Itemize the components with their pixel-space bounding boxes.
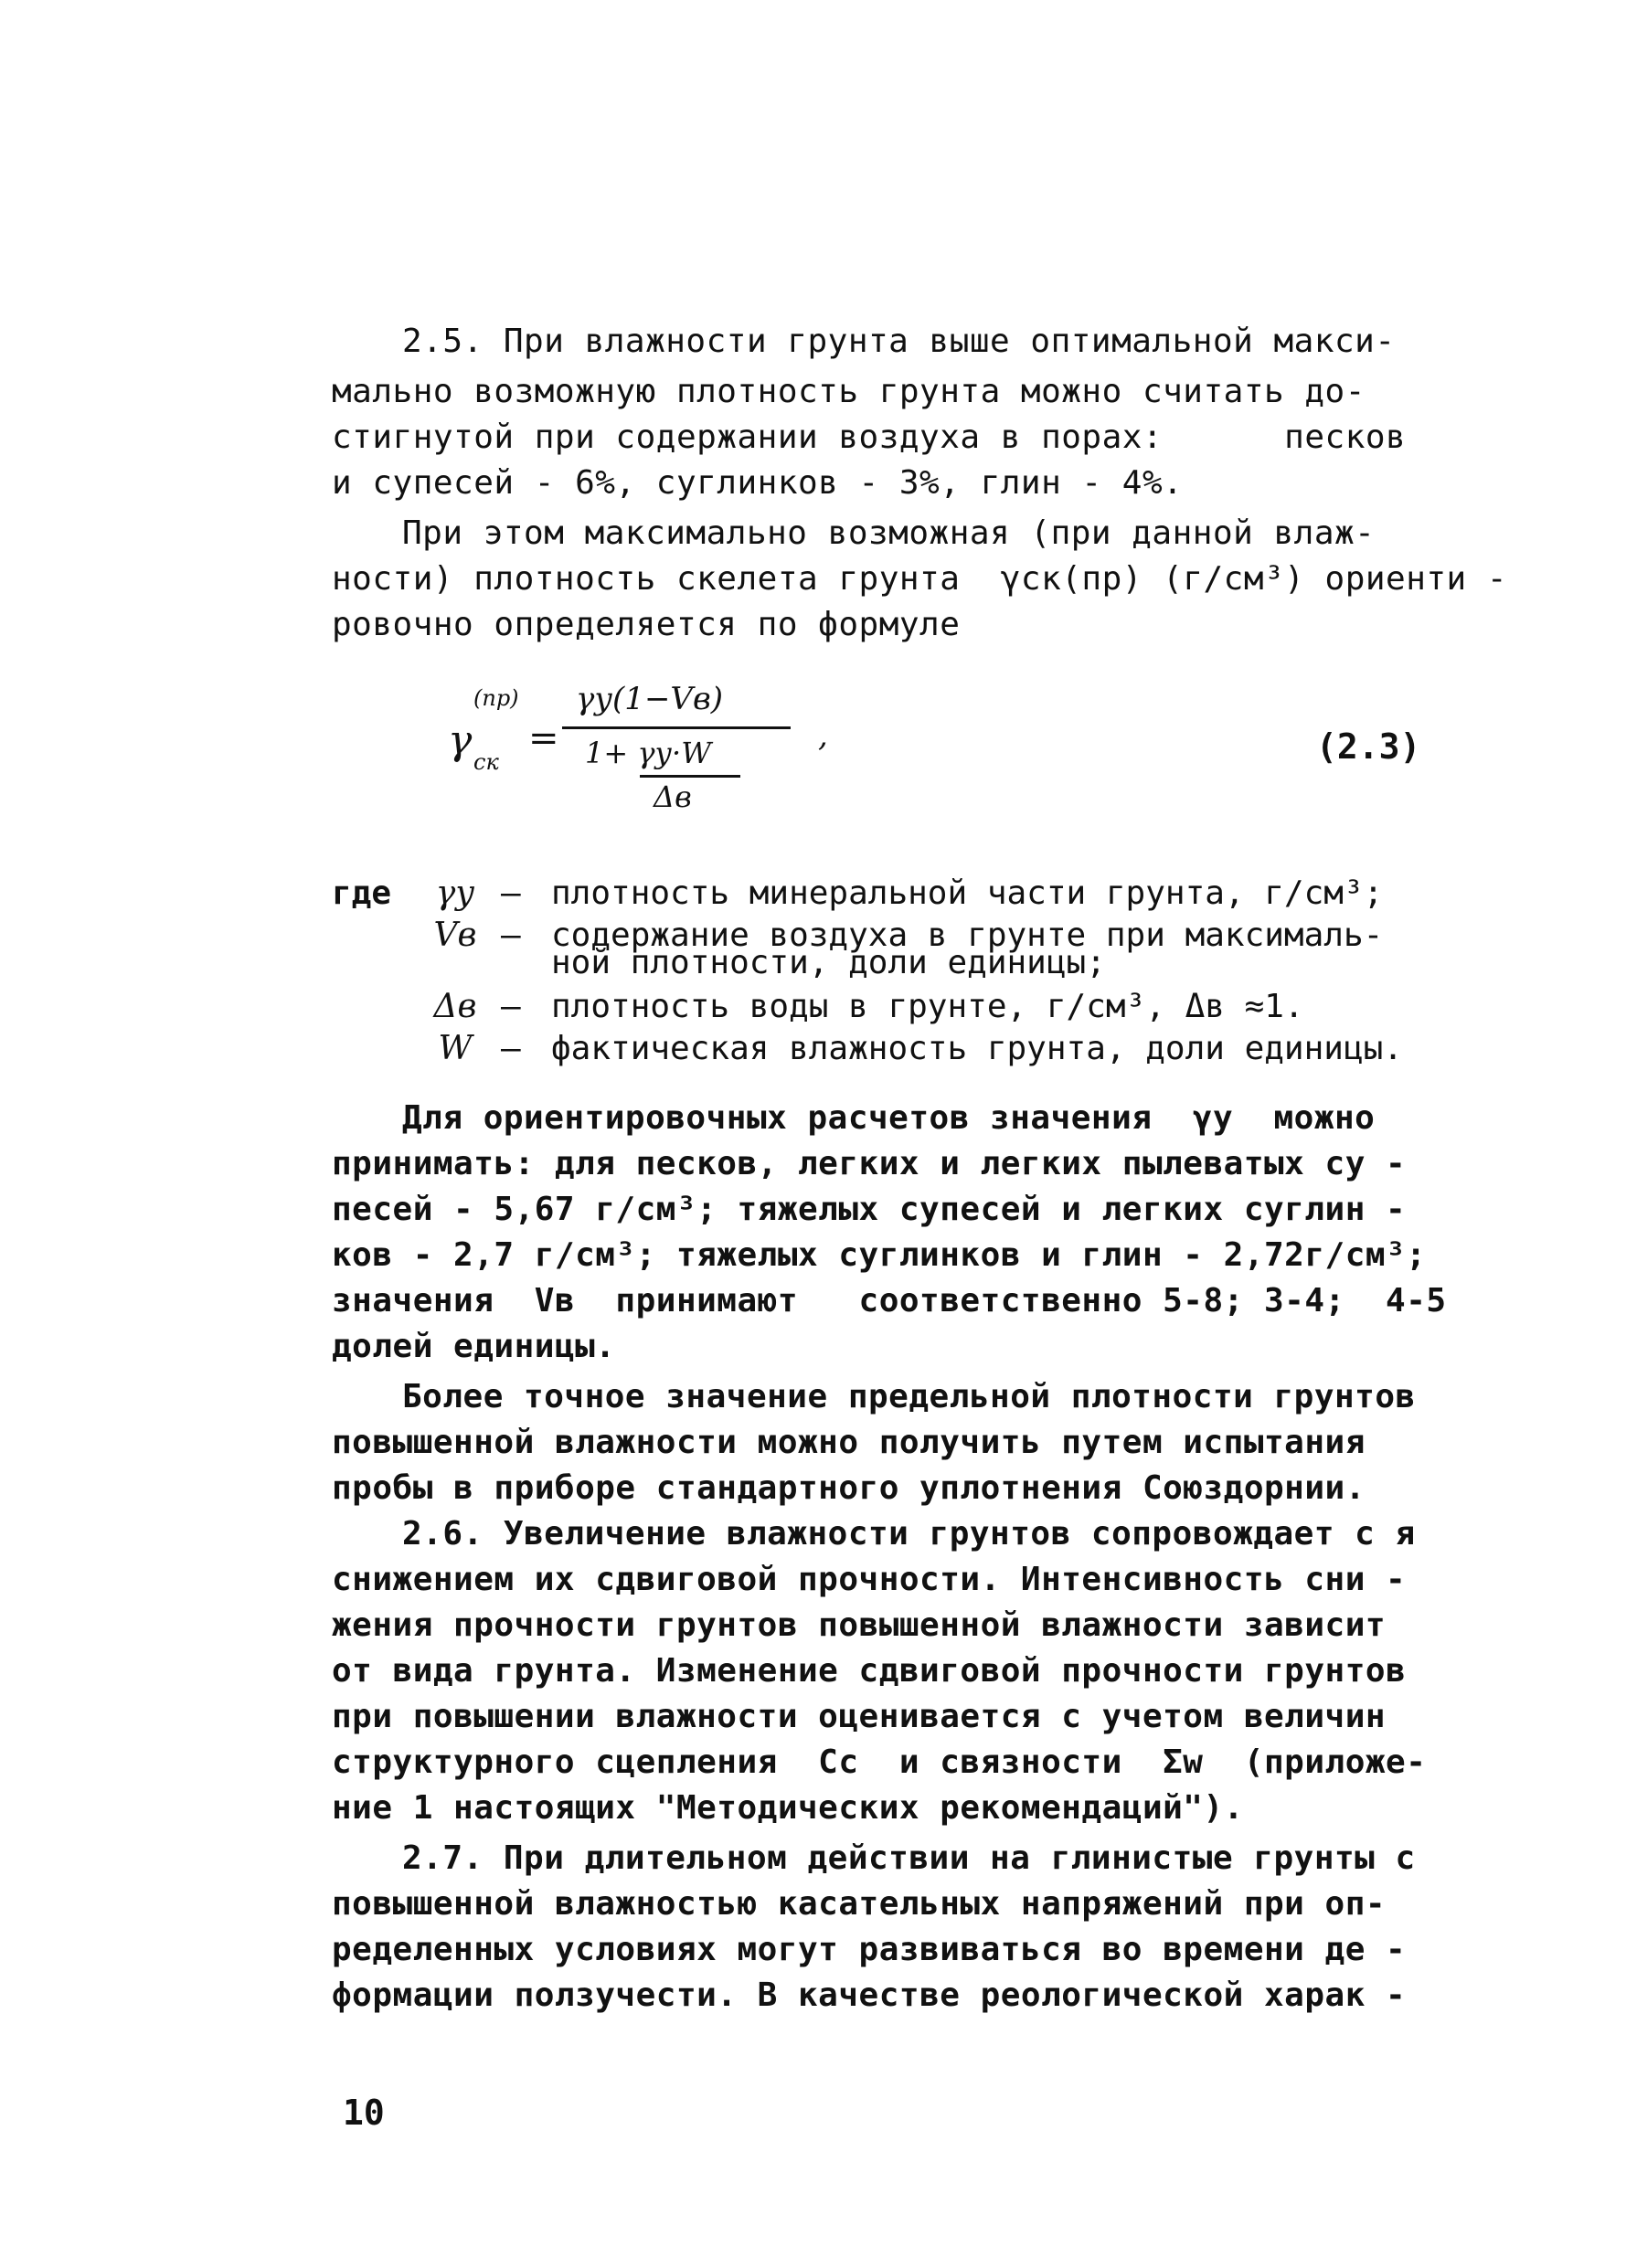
formula-lhs-superscript: (пр) [473,685,519,711]
fraction-bar [562,726,791,729]
definition-item [332,986,1520,1028]
formula-2-3 [448,667,1270,832]
text-line: формации ползучести. В качестве реологической харак - [332,1977,1407,2014]
text-line: структурного сцепления Cс и связности Σw (приложе- [332,1743,1427,1781]
text-line: ние 1 настоящих "Методических рекомендаций"). [332,1789,1244,1827]
text-line: мально возможную плотность грунта можно считать до- [332,373,1366,410]
formula-comma: , [818,717,828,754]
definition-item [332,873,1520,915]
text-line: пробы в приборе стандартного уплотнения Союздорнии. [332,1469,1366,1507]
definition-item [332,1028,1520,1070]
text-line: от вида грунта. Изменение сдвиговой прочности грунтов [332,1652,1407,1690]
text-line: жения прочности грунтов повышенной влажности зависит [332,1606,1387,1644]
text-line: принимать: для песков, легких и легких пылеватых су - [332,1145,1407,1182]
page-number: 10 [343,2093,385,2133]
where-label: где [332,874,392,912]
definition-text: плотность минеральной части грунта, г/см³; [551,874,1384,912]
text-line: ределенных условиях могут развиваться во времени де - [332,1931,1407,1968]
text-line: стигнутой при содержании воздуха в порах: песков [332,419,1407,456]
text-line: снижением их сдвиговой прочности. Интенсивность сни - [332,1561,1407,1598]
formula-equals: = [528,717,559,759]
text-line: ности) плотность скелета грунта γск(пр) (г/см³) ориенти - [332,560,1508,598]
definition-text: фактическая влажность грунта, доли единицы. [551,1030,1403,1067]
formula-inner-denominator: Δв [654,779,692,814]
definition-text: плотность воды в грунте, г/см³, Δв ≈1. [551,988,1304,1025]
definition-dash: – [501,874,521,912]
text-line: ровочно определяется по формуле [332,606,961,643]
text-line: и супесей - 6%, суглинков - 3%, глин - 4%. [332,464,1184,502]
inner-fraction-bar [640,775,740,778]
definition-symbol: Vв [433,917,477,954]
definition-symbol: γу [435,874,475,912]
definition-text: содержание воздуха в грунте при максималь- [551,917,1384,954]
text-line: повышенной влажности можно получить путем испытания [332,1424,1366,1461]
definition-dash: – [501,917,521,954]
text-line: песей - 5,67 г/см³; тяжелых супесей и легких суглин - [332,1191,1407,1228]
text-line: 2.6. Увеличение влажности грунтов сопровождает с я [402,1515,1416,1553]
text-line: при повышении влажности оценивается с учетом величин [332,1698,1387,1735]
text-line: Для ориентировочных расчетов значения γу можно [402,1099,1376,1137]
definition-dash: – [501,988,521,1025]
text-line: При этом максимально возможная (при данной влаж- [402,514,1376,552]
formula-lhs: γ [448,717,473,764]
definitions-list [332,873,1520,1070]
formula-lhs-subscript: ск [473,749,499,775]
formula-denominator: 1+ γу·W [585,736,712,770]
definition-dash: – [501,1030,521,1067]
formula-number: (2.3) [1316,726,1421,767]
definition-symbol: Δв [433,988,477,1025]
text-line: Более точное значение предельной плотности грунтов [402,1378,1416,1415]
text-line: повышенной влажностью касательных напряжений при оп- [332,1885,1387,1923]
definition-symbol: W [438,1030,473,1067]
text-line: 2.7. При длительном действии на глинистые грунты с [402,1839,1416,1877]
text-line: ков - 2,7 г/см³; тяжелых суглинков и глин - 2,72г/см³; [332,1236,1427,1274]
text-line: значения Vв принимают соответственно 5-8; 3-4; 4-5 [332,1282,1447,1319]
definition-item [332,944,1520,986]
definition-text: ной плотности, доли единицы; [551,944,1106,981]
formula-numerator: γу(1−Vв) [576,681,724,717]
text-line: долей единицы. [332,1328,616,1365]
text-line: 2.5. При влажности грунта выше оптимальной макси- [402,323,1396,360]
